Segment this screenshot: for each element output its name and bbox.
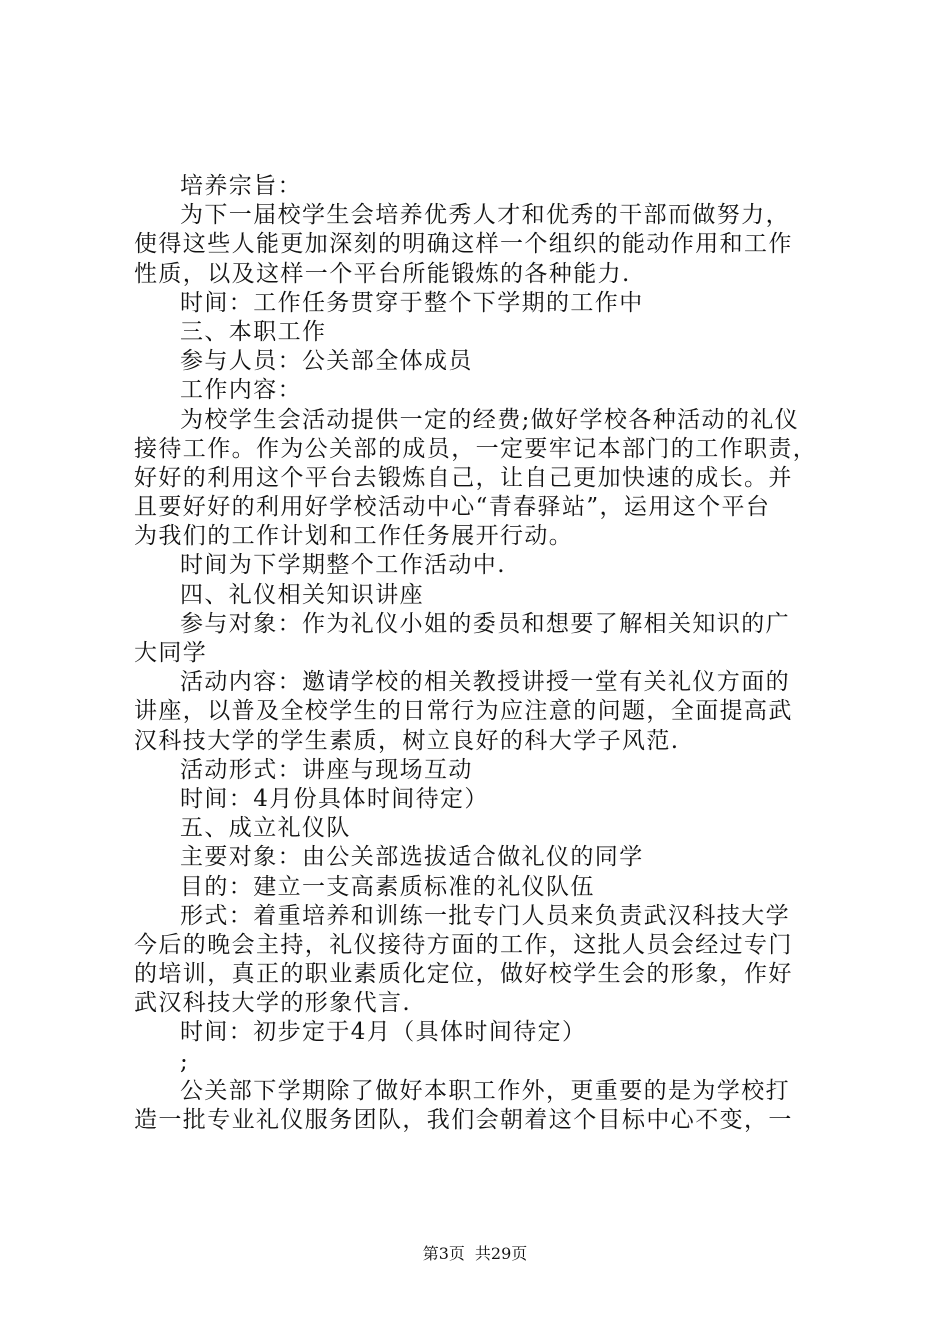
text-line: 武汉科技大学的形象代言. — [134, 990, 412, 1017]
text-line: 活动形式：讲座与现场互动 — [180, 756, 473, 783]
current-page-label: 第3页 — [422, 1244, 465, 1263]
text-line: 时间：初步定于4月（具体时间待定） — [180, 1019, 587, 1046]
text-line: 参与人员：公关部全体成员 — [180, 348, 473, 375]
text-line: 参与对象：作为礼仪小姐的委员和想要了解相关知识的广 — [180, 610, 790, 637]
text-line: 的培训，真正的职业素质化定位，做好校学生会的形象，作好 — [134, 961, 793, 988]
text-line: 且要好好的利用好学校活动中心“青春驿站”，运用这个平台 — [134, 494, 771, 521]
text-line: 使得这些人能更加深刻的明确这样一个组织的能动作用和工作 — [134, 231, 793, 258]
page-footer — [0, 1244, 950, 1264]
text-line: 培养宗旨： — [180, 173, 302, 199]
text-line: 形式：着重培养和训练一批专门人员来负责武汉科技大学 — [180, 902, 790, 929]
text-line: 造一批专业礼仪服务团队，我们会朝着这个目标中心不变，一 — [134, 1107, 793, 1133]
text-line: 时间：工作任务贯穿于整个下学期的工作中 — [180, 289, 644, 316]
text-line: 讲座，以普及全校学生的日常行为应注意的问题，全面提高武 — [134, 698, 793, 725]
text-line: 三、本职工作 — [180, 318, 327, 345]
text-line: 大同学 — [134, 640, 208, 666]
text-line: 今后的晚会主持，礼仪接待方面的工作，这批人员会经过专门 — [134, 931, 793, 958]
text-line: 时间：4月份具体时间待定） — [180, 785, 489, 812]
text-line: 时间为下学期整个工作活动中. — [180, 552, 506, 579]
text-line: 五、成立礼仪队 — [180, 815, 351, 842]
text-line: 汉科技大学的学生素质，树立良好的科大学子风范. — [134, 727, 680, 754]
text-line: 工作内容： — [180, 377, 302, 404]
text-line: 好好的利用这个平台去锻炼自己，让自己更加快速的成长。并 — [134, 464, 793, 491]
text-line: 为下一届校学生会培养优秀人才和优秀的干部而做努力， — [180, 202, 790, 229]
text-line: 目的：建立一支高素质标准的礼仪队伍 — [180, 873, 595, 900]
text-line: ; — [180, 1048, 190, 1075]
text-line: 为校学生会活动提供一定的经费;做好学校各种活动的礼仪 — [180, 406, 800, 433]
text-line: 主要对象：由公关部选拔适合做礼仪的同学 — [180, 844, 644, 871]
text-line: 接待工作。作为公关部的成员，一定要牢记本部门的工作职责， — [134, 435, 818, 462]
document-body — [134, 172, 834, 1135]
text-line: 四、礼仪相关知识讲座 — [180, 581, 424, 608]
document-lines — [134, 172, 834, 1135]
total-pages-label: 共29页 — [474, 1244, 528, 1263]
text-line: 为我们的工作计划和工作任务展开行动。 — [134, 523, 574, 550]
text-line: 活动内容：邀请学校的相关教授讲授一堂有关礼仪方面的 — [180, 669, 790, 696]
text-line: 性质，以及这样一个平台所能锻炼的各种能力. — [134, 260, 631, 287]
text-line: 公关部下学期除了做好本职工作外，更重要的是为学校打 — [180, 1077, 790, 1104]
